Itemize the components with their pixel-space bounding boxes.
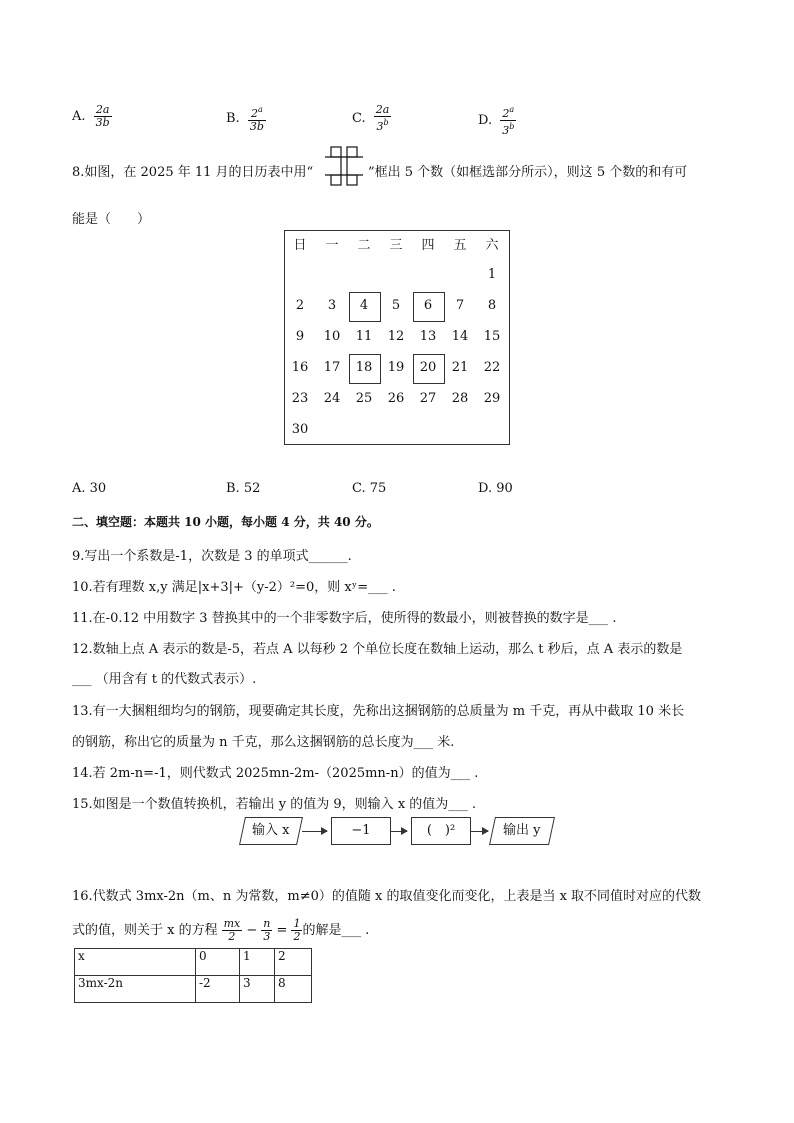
calendar-weekday: 三 bbox=[389, 238, 403, 253]
calendar-day: 4 bbox=[359, 298, 369, 313]
q8-option-a: A. 30 bbox=[72, 481, 107, 496]
q13-line1: 13.有一大捆粗细均匀的钢筋，现要确定其长度，先称出这捆钢筋的总质量为 m 千克，再从中截取 10 米长 bbox=[72, 704, 685, 719]
calendar-day: 22 bbox=[483, 360, 501, 375]
q8-option-d: D. 90 bbox=[478, 481, 513, 496]
calendar-day: 8 bbox=[487, 298, 497, 313]
calendar-day: 26 bbox=[387, 391, 405, 406]
q12-line2: ___ （用含有 t 的代数式表示）. bbox=[72, 672, 257, 687]
q7-option-b: B. $\frac{2^a}{3b}$ bbox=[226, 105, 264, 133]
q12-line1: 12.数轴上点 A 表示的数是-5，若点 A 以每秒 2 个单位长度在数轴上运动，那么 t 秒后，点 A 表示的数是 bbox=[72, 642, 683, 657]
calendar-day: 13 bbox=[419, 329, 437, 344]
value-table bbox=[74, 948, 312, 1003]
calendar-day: 17 bbox=[323, 360, 341, 375]
flow-output-box: 输出 y bbox=[489, 817, 555, 845]
calendar-day: 15 bbox=[483, 329, 501, 344]
q14: 14.若 2m-n=-1，则代数式 2025mn-2m-（2025mn-n）的值为___ . bbox=[72, 766, 479, 781]
table-row bbox=[75, 976, 312, 1003]
q8-option-c: C. 75 bbox=[352, 481, 387, 496]
q10: 10.若有理数 x,y 满足|x+3|+（y-2）²=0，则 xʸ=___ . bbox=[72, 580, 396, 595]
q8-option-b: B. 52 bbox=[226, 481, 261, 496]
calendar-day: 23 bbox=[291, 391, 309, 406]
calendar-weekday: 六 bbox=[485, 238, 499, 253]
calendar-weekday: 日 bbox=[293, 238, 307, 253]
table-cell: 3 bbox=[240, 976, 275, 1003]
calendar-day: 14 bbox=[451, 329, 469, 344]
calendar-day: 28 bbox=[451, 391, 469, 406]
calendar-frame-box bbox=[413, 292, 445, 322]
flow-arrow bbox=[471, 831, 488, 832]
q7-option-d: D. $\frac{2^a}{3^b}$ bbox=[478, 105, 515, 137]
table-cell: x bbox=[75, 949, 196, 976]
calendar-day: 20 bbox=[419, 360, 437, 375]
calendar-day: 21 bbox=[451, 360, 469, 375]
q8-line1-pre: 8.如图，在 2025 年 11 月的日历表中用“ bbox=[72, 165, 314, 180]
q11: 11.在-0.12 中用数字 3 替换其中的一个非零数字后，使所得的数最小，则被替换的数字是___ . bbox=[72, 611, 617, 626]
calendar-weekday: 四 bbox=[421, 238, 435, 253]
calendar-day: 9 bbox=[295, 329, 305, 344]
calendar-day: 18 bbox=[355, 360, 373, 375]
calendar-day: 1 bbox=[487, 267, 497, 282]
calendar-day: 30 bbox=[291, 422, 309, 437]
calendar-day: 11 bbox=[355, 329, 373, 344]
calendar-weekday: 五 bbox=[453, 238, 467, 253]
table-cell: 1 bbox=[240, 949, 275, 976]
calendar-day: 2 bbox=[295, 298, 305, 313]
flow-square-box: ( )² bbox=[411, 817, 471, 845]
calendar-day: 3 bbox=[327, 298, 337, 313]
q13-line2: 的钢筋，称出它的质量为 n 千克，那么这捆钢筋的总长度为___ 米. bbox=[72, 735, 455, 750]
table-row bbox=[75, 949, 312, 976]
calendar-day: 7 bbox=[455, 298, 465, 313]
q8-line2: 能是（ ） bbox=[72, 212, 151, 227]
calendar-day: 19 bbox=[387, 360, 405, 375]
cross-frame-icon bbox=[323, 145, 365, 187]
table-cell: 8 bbox=[275, 976, 312, 1003]
calendar-day: 25 bbox=[355, 391, 373, 406]
calendar-day: 27 bbox=[419, 391, 437, 406]
q16-line2: 式的值，则关于 x 的方程 $\frac{mx}{2}$ − $\frac{n}{3}$ = $\frac{1}{2}$ 的解是___ . bbox=[72, 917, 370, 943]
q8-line1-post: ”框出 5 个数（如框选部分所示），则这 5 个数的和有可 bbox=[368, 165, 688, 180]
calendar-day: 16 bbox=[291, 360, 309, 375]
calendar-day: 6 bbox=[423, 298, 433, 313]
calendar-frame-box bbox=[349, 354, 381, 384]
flow-input-box: 输入 x bbox=[239, 817, 303, 845]
q15: 15.如图是一个数值转换机，若输出 y 的值为 9，则输入 x 的值为___ . bbox=[72, 797, 477, 812]
calendar-day: 12 bbox=[387, 329, 405, 344]
flow-arrow bbox=[391, 831, 407, 832]
table-cell: 2 bbox=[275, 949, 312, 976]
calendar-day: 5 bbox=[391, 298, 401, 313]
flow-arrow bbox=[302, 831, 327, 832]
q7-option-a: A. $\frac{2a}{3b}$ bbox=[72, 103, 110, 129]
calendar-day: 29 bbox=[483, 391, 501, 406]
table-cell: 3mx-2n bbox=[75, 976, 196, 1003]
calendar-day: 24 bbox=[323, 391, 341, 406]
calendar-frame-box bbox=[413, 354, 445, 384]
calendar-weekday: 二 bbox=[357, 238, 371, 253]
calendar-frame-box bbox=[349, 292, 381, 322]
q16-line1: 16.代数式 3mx-2n（m、n 为常数，m≠0）的值随 x 的取值变化而变化，上表是当 x 取不同值时对应的代数 bbox=[72, 889, 702, 904]
calendar-day: 10 bbox=[323, 329, 341, 344]
flow-minus-one-box: −1 bbox=[331, 817, 391, 845]
q9: 9.写出一个系数是-1，次数是 3 的单项式______. bbox=[72, 549, 352, 564]
table-cell: -2 bbox=[196, 976, 240, 1003]
section-heading: 二、填空题：本题共 10 小题，每小题 4 分，共 40 分。 bbox=[72, 515, 379, 529]
calendar-table bbox=[284, 230, 510, 445]
table-cell: 0 bbox=[196, 949, 240, 976]
calendar-weekday: 一 bbox=[325, 238, 339, 253]
q7-option-c: C. $\frac{2a}{3^b}$ bbox=[352, 103, 390, 133]
